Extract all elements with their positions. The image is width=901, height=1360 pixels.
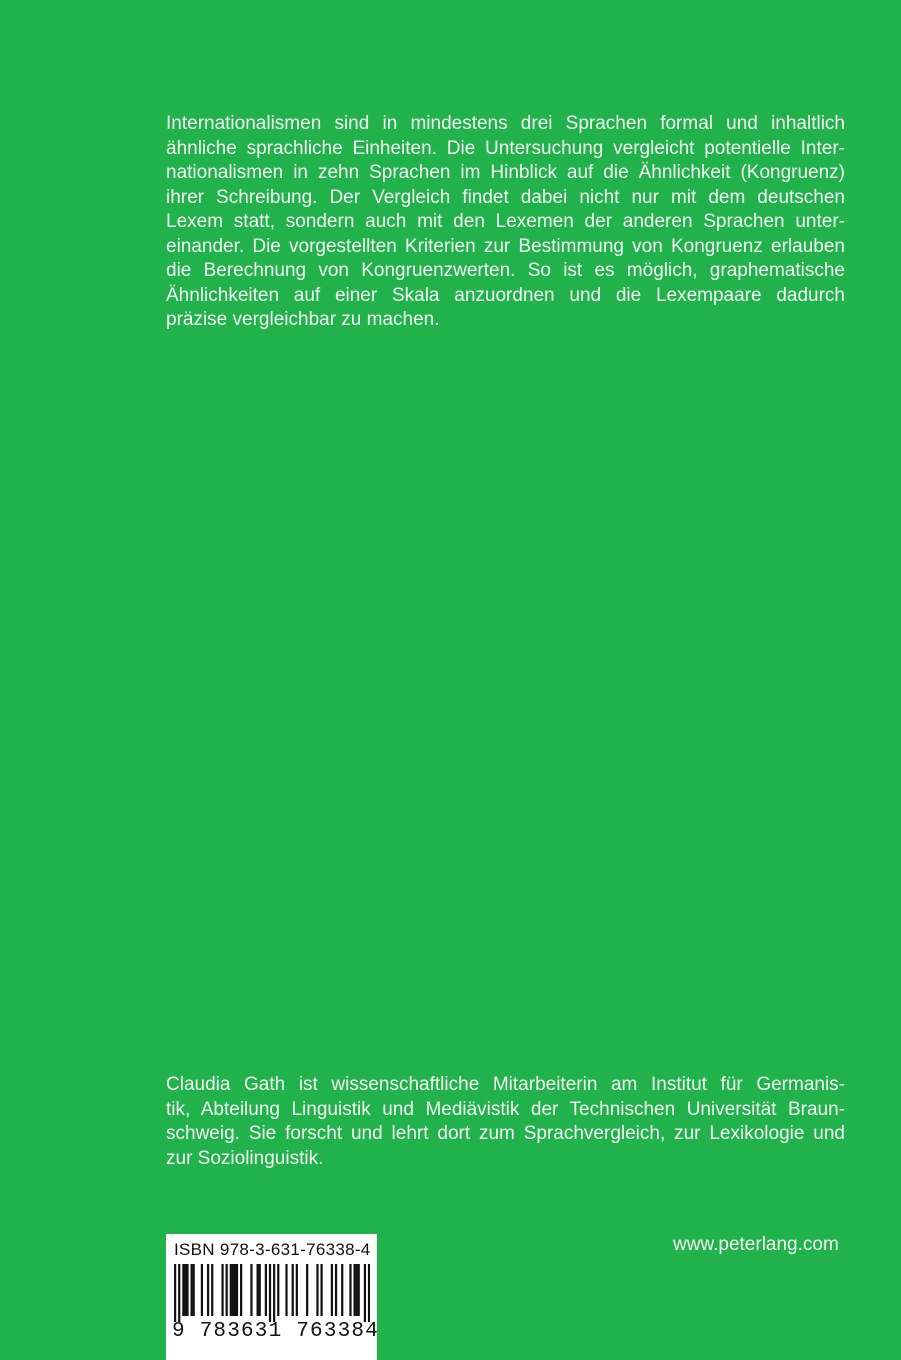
barcode-bar: [178, 1264, 180, 1322]
blurb-line: Lexem statt, sondern auch mit den Lexemen der anderen Sprachen unter-: [166, 211, 845, 232]
barcode-bar: [285, 1264, 287, 1316]
bio-line: tik, Abteilung Linguistik und Mediävistik der Technischen Universität Braun-: [166, 1098, 845, 1120]
barcode-bar: [232, 1264, 234, 1316]
barcode-bar: [331, 1264, 333, 1316]
barcode-bar: [335, 1264, 337, 1316]
blurb-line: präzise vergleichbar zu machen.: [166, 309, 440, 330]
barcode-bar: [296, 1264, 298, 1316]
barcode-bar: [257, 1264, 259, 1316]
barcode-bar: [292, 1264, 294, 1316]
barcode-bar: [234, 1264, 236, 1316]
barcode-bar: [349, 1264, 351, 1316]
blurb-line: ähnliche sprachliche Einheiten. Die Untersuchung vergleicht potentielle Inter-: [166, 137, 845, 159]
barcode-bar: [240, 1264, 242, 1316]
barcode-bar: [191, 1264, 193, 1316]
barcode-bar: [174, 1264, 176, 1322]
barcode-bar: [341, 1264, 343, 1316]
barcode-bar: [250, 1264, 252, 1316]
barcode-bar: [259, 1264, 261, 1316]
barcode-bar: [356, 1264, 358, 1316]
barcode-bar: [316, 1264, 318, 1316]
barcode-bar: [182, 1264, 184, 1316]
author-bio: [166, 1073, 845, 1171]
barcode-bar: [277, 1264, 279, 1316]
barcode-bar: [269, 1264, 271, 1322]
barcode-bar: [207, 1264, 209, 1316]
barcode-bar: [368, 1264, 370, 1322]
isbn-label: ISBN 978-3-631-76338-4: [174, 1240, 371, 1259]
barcode-bar: [236, 1264, 238, 1316]
bio-line: zur Soziolinguistik.: [166, 1147, 324, 1169]
publisher-website[interactable]: www.peterlang.com: [673, 1234, 839, 1255]
bio-line: schweig. Sie forscht und lehrt dort zum Sprachvergleich, zur Lexikologie und: [166, 1123, 845, 1144]
barcode-bar: [306, 1264, 308, 1316]
barcode-bar: [364, 1264, 366, 1322]
barcode-bar: [358, 1264, 360, 1316]
ean-digits: 9 783631 763384: [172, 1320, 380, 1343]
barcode-bars-icon: [174, 1264, 370, 1322]
barcode-bar: [184, 1264, 186, 1316]
bio-line: Claudia Gath ist wissenschaftliche Mitarbeiterin am Institut für Germanis-: [166, 1074, 845, 1095]
blurb-line: nationalismen in zehn Sprachen im Hinblick auf die Ähnlichkeit (Kongruenz): [166, 162, 845, 183]
blurb-line: Ähnlichkeiten auf einer Skala anzuordnen und die Lexempaare dadurch: [166, 284, 845, 306]
book-blurb: [166, 112, 845, 333]
blurb-line: einander. Die vorgestellten Kriterien zur Bestimmung von Kongruenz erlauben: [166, 235, 845, 257]
blurb-line: die Berechnung von Kongruenzwerten. So ist es möglich, graphematische: [166, 260, 845, 281]
barcode-bar: [211, 1264, 213, 1316]
barcode-bar: [273, 1264, 275, 1322]
blurb-line: ihrer Schreibung. Der Vergleich findet dabei nicht nur mit dem deutschen: [166, 186, 845, 208]
barcode-bar: [226, 1264, 228, 1316]
barcode-bar: [230, 1264, 232, 1316]
barcode-bar: [193, 1264, 195, 1316]
barcode-bar: [221, 1264, 223, 1316]
barcode-bar: [265, 1264, 267, 1316]
isbn-barcode: [166, 1234, 380, 1360]
barcode-bar: [320, 1264, 322, 1316]
blurb-line: Internationalismen sind in mindestens drei Sprachen formal und inhaltlich: [166, 113, 845, 134]
barcode-bar: [201, 1264, 203, 1316]
barcode-bar: [186, 1264, 188, 1316]
barcode-bar: [353, 1264, 355, 1316]
